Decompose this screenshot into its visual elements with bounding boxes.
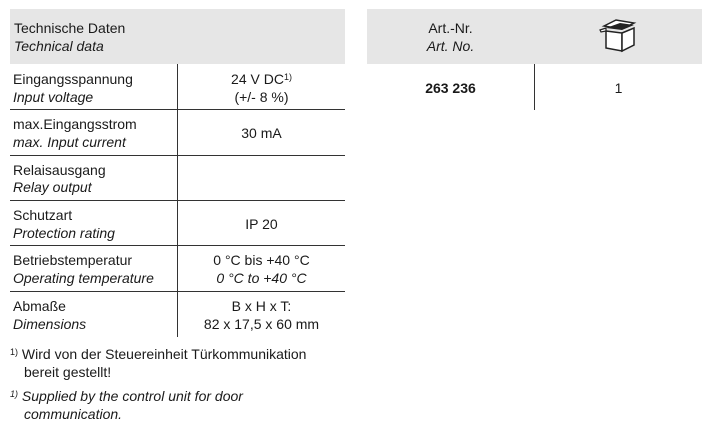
footnote-en: $^{1)}$ Supplied by the control unit for door	[10, 388, 243, 404]
row-value-main: 24 V DC$^{1)}$	[231, 71, 292, 87]
tech-data-header-de: Technische Daten	[14, 20, 126, 36]
footnote-de-line2: bereit gestellt!	[24, 364, 112, 380]
row-value-main: IP 20	[245, 216, 278, 232]
row-divider	[10, 291, 345, 292]
article-header-en: Art. No.	[426, 38, 475, 54]
tech-data-header-en: Technical data	[14, 38, 104, 54]
row-label-en: max. Input current	[13, 134, 126, 150]
quantity: 1	[614, 80, 623, 96]
row-label-en: Operating temperature	[13, 270, 154, 286]
package-box-icon	[598, 18, 638, 54]
row-value-secondary: 82 x 17,5 x 60 mm	[203, 316, 320, 332]
row-divider	[10, 155, 345, 156]
row-label-de: Abmaße	[13, 298, 66, 314]
footnote-en-line2: communication.	[24, 406, 123, 422]
row-label-en: Relay output	[13, 179, 92, 195]
article-number: 263 236	[425, 80, 476, 96]
footnote-marker: 1)	[283, 72, 292, 82]
row-divider	[10, 109, 345, 110]
row-value-main: B x H x T:	[231, 298, 292, 314]
row-label-de: Relaisausgang	[13, 162, 106, 178]
row-value-secondary: (+/- 8 %)	[234, 89, 289, 105]
row-label-de: Eingangsspannung	[13, 71, 133, 87]
row-divider	[10, 200, 345, 201]
footnote-de: $^{1)}$ Wird von der Steuereinheit Türkommunikation	[10, 346, 307, 362]
row-value-main: 30 mA	[241, 125, 282, 141]
row-label-en: Dimensions	[13, 316, 87, 332]
row-label-de: max.Eingangsstrom	[13, 116, 137, 132]
row-value-secondary: 0 °C to +40 °C	[216, 270, 307, 286]
footnote-marker: 1)	[10, 389, 19, 399]
footnote-marker: 1)	[10, 347, 19, 357]
row-label-de: Schutzart	[13, 207, 73, 223]
row-divider	[10, 245, 345, 246]
row-label-en: Input voltage	[13, 89, 94, 105]
article-header-de: Art.-Nr.	[428, 20, 473, 36]
row-value-main: 0 °C bis +40 °C	[213, 252, 310, 268]
row-label-en: Protection rating	[13, 225, 115, 241]
row-label-de: Betriebstemperatur	[13, 252, 133, 268]
